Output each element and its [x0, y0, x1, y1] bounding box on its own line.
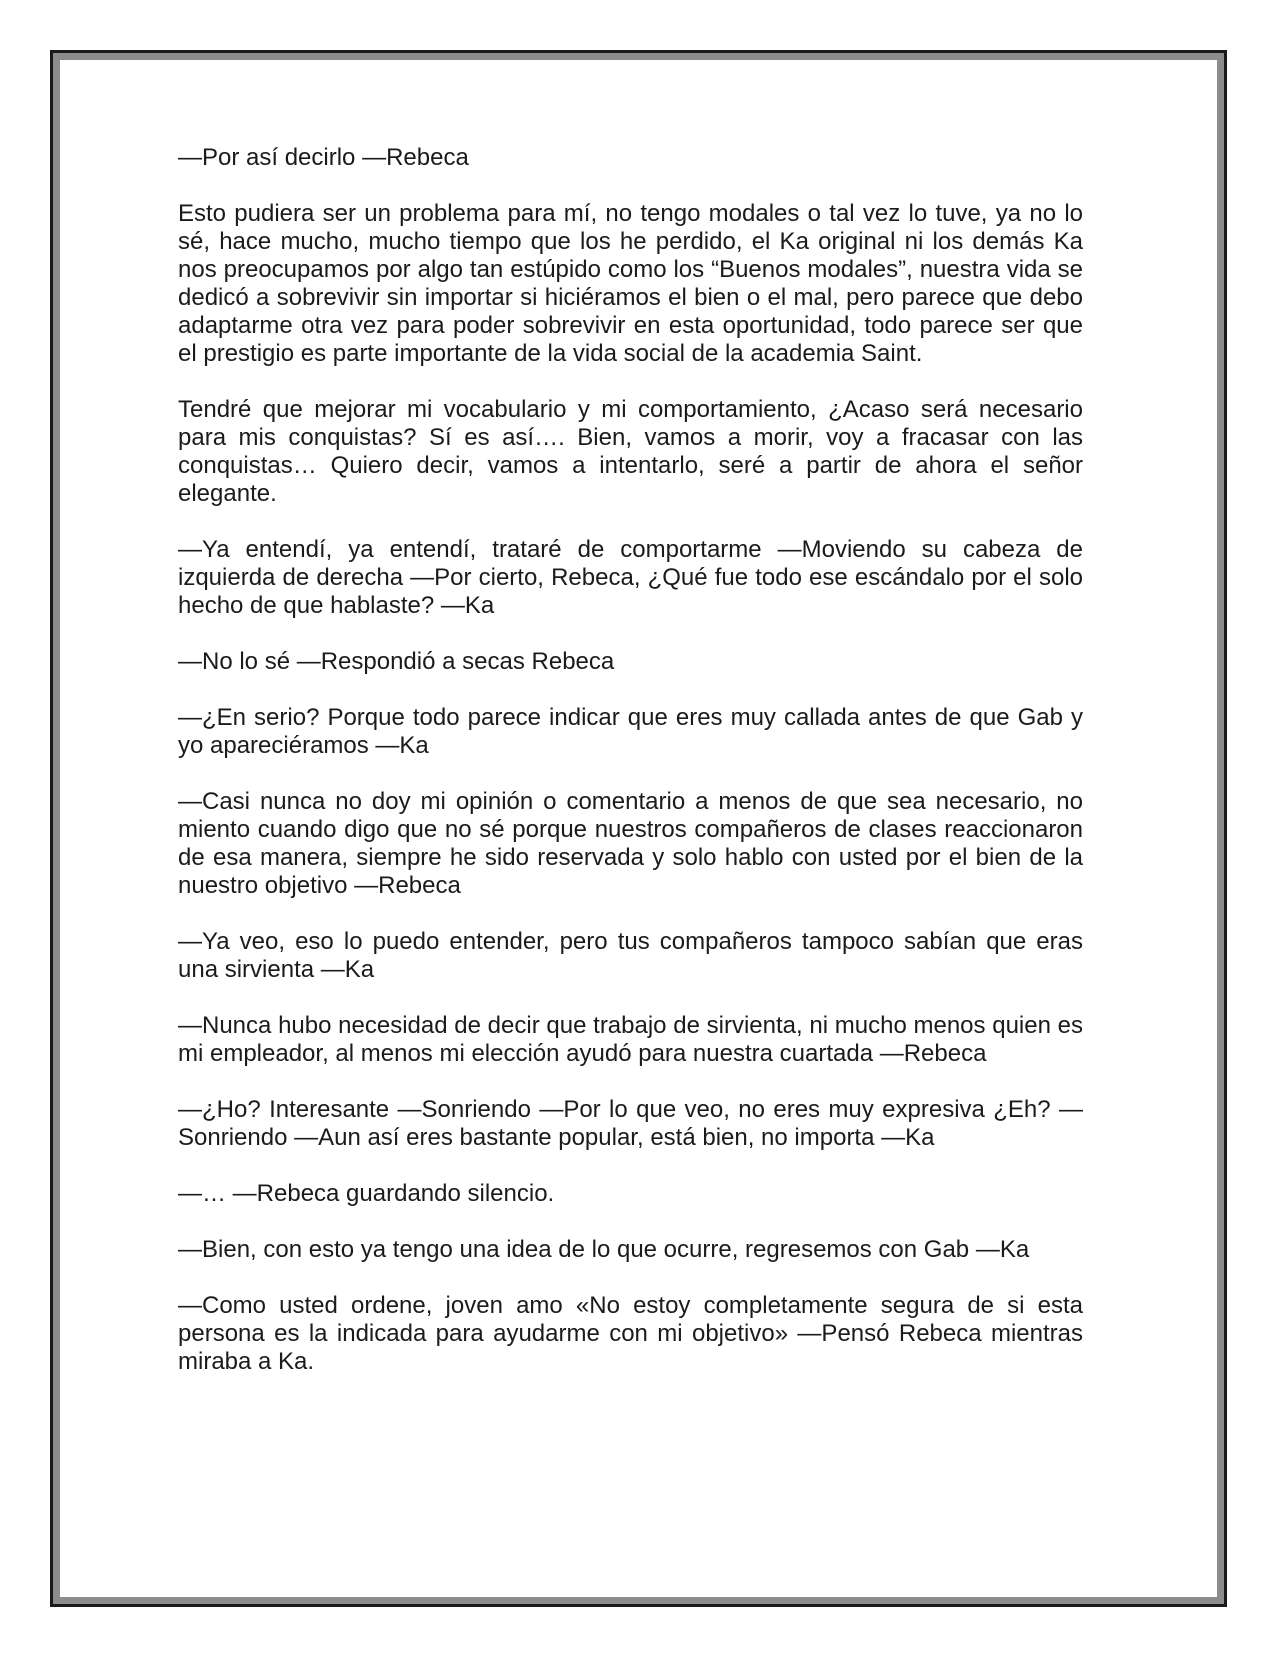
paragraph: —Ya veo, eso lo puedo entender, pero tus compañeros tampoco sabían que eras una sirvienta —Ka: [178, 928, 1083, 983]
paragraph: —No lo sé —Respondió a secas Rebeca: [178, 648, 615, 675]
paragraph: —¿En serio? Porque todo parece indicar que eres muy callada antes de que Gab y yo apareciéramos —Ka: [178, 704, 1083, 759]
paragraph: —Ya entendí, ya entendí, trataré de comportarme —Moviendo su cabeza de izquierda de derecha —Por cierto, Rebeca, ¿Qué fue todo ese escándalo por el solo hecho de que hablaste? —Ka: [178, 536, 1083, 619]
paragraph: —Casi nunca no doy mi opinión o comentario a menos de que sea necesario, no miento cuando digo que no sé porque nuestros compañeros de clases reaccionaron de esa manera, siempre he sido reservada y solo hablo con usted por el bien de la nuestro objetivo —Rebeca: [178, 788, 1083, 899]
document-body: [60, 60, 1217, 1376]
paragraph: —Por así decirlo —Rebeca: [178, 144, 469, 171]
page-frame-inner-border: [53, 53, 1224, 1604]
paragraph: —¿Ho? Interesante —Sonriendo —Por lo que veo, no eres muy expresiva ¿Eh? — Sonriendo —Aun así eres bastante popular, está bien, no importa —Ka: [178, 1096, 1083, 1151]
paragraph: —… —Rebeca guardando silencio.: [178, 1180, 555, 1207]
paragraph: —Bien, con esto ya tengo una idea de lo que ocurre, regresemos con Gab —Ka: [178, 1236, 1030, 1263]
paragraph: Tendré que mejorar mi vocabulario y mi comportamiento, ¿Acaso será necesario para mis conquistas? Sí es así…. Bien, vamos a morir, voy a fracasar con las conquistas… Quiero decir, vamos a intentarlo, seré a partir de ahora el señor elegante.: [178, 396, 1083, 507]
paragraph: —Como usted ordene, joven amo «No estoy completamente segura de si esta persona es la indicada para ayudarme con mi objetivo» —Pensó Rebeca mientras miraba a Ka.: [178, 1292, 1083, 1375]
paragraph: Esto pudiera ser un problema para mí, no tengo modales o tal vez lo tuve, ya no lo sé, hace mucho, mucho tiempo que los he perdido, el Ka original ni los demás Ka nos preocupamos por algo tan estúpido como los “Buenos modales”, nuestra vida se dedicó a sobrevivir sin importar si hiciéramos el bien o el mal, pero parece que debo adaptarme otra vez para poder sobrevivir en esta oportunidad, todo parece ser que el prestigio es parte importante de la vida social de la academia Saint.: [178, 200, 1083, 367]
paragraph: —Nunca hubo necesidad de decir que trabajo de sirvienta, ni mucho menos quien es mi empleador, al menos mi elección ayudó para nuestra cuartada —Rebeca: [178, 1012, 1083, 1067]
page-frame: [50, 50, 1227, 1607]
